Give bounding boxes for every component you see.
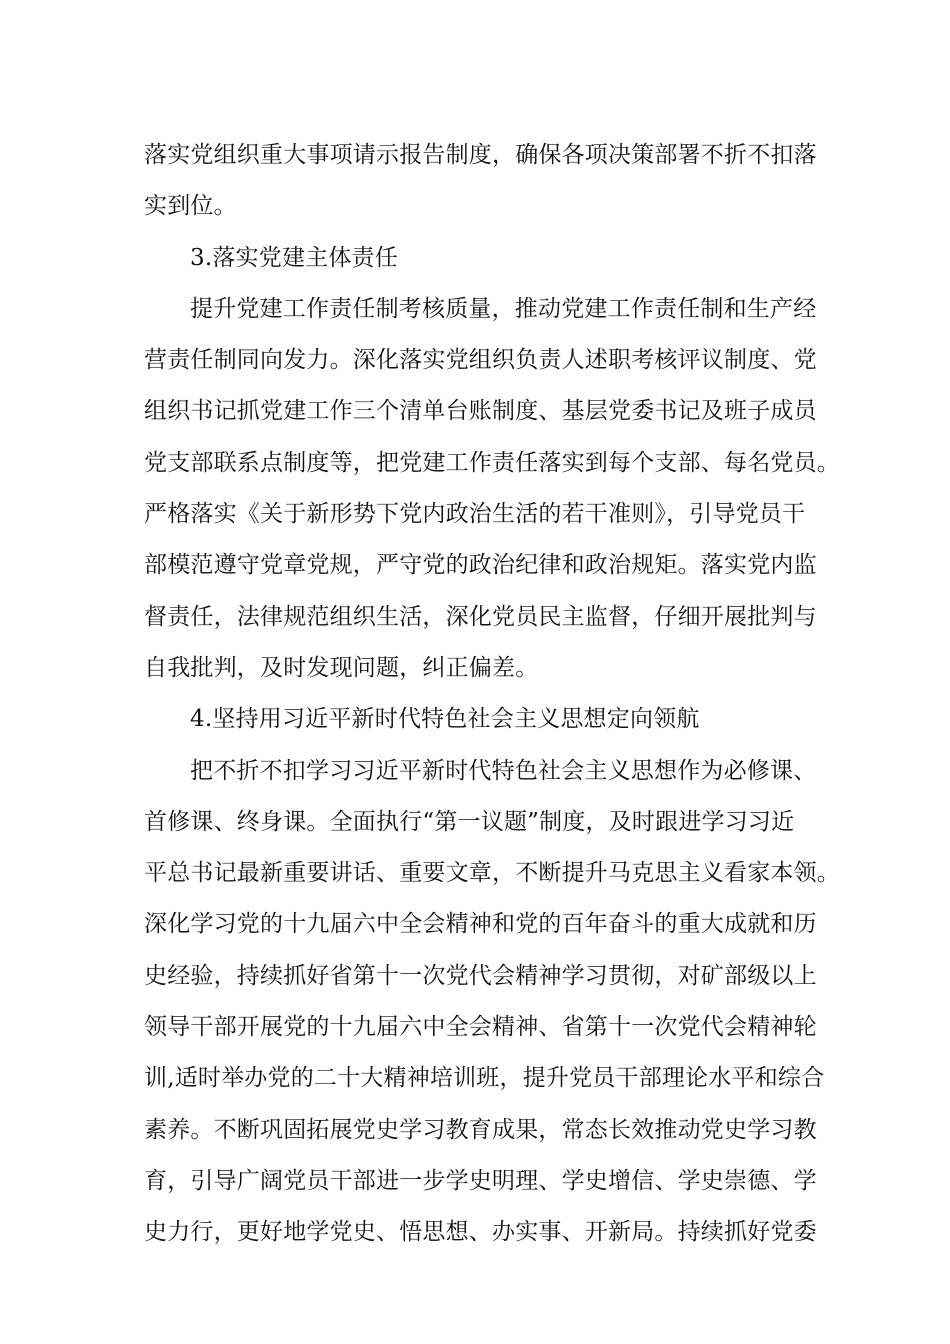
body-line: 深化学习党的十九届六中全会精神和党的百年奋斗的重大成就和历 bbox=[144, 911, 817, 938]
body-line: 育，引导广阔党员干部进一步学史明理、学史增信、学史崇德、学 bbox=[144, 1167, 817, 1194]
body-line: 把不折不扣学习习近平新时代特色社会主义思想作为必修课、 bbox=[190, 757, 817, 784]
body-line: 督责任，法律规范组织生活，深化党员民主监督，仔细开展批判与 bbox=[144, 603, 817, 630]
body-line: 史力行，更好地学党史、悟思想、办实事、开新局。持续抓好党委 bbox=[144, 1219, 817, 1246]
body-line: 首修课、终身课。全面执行“第一议题”制度，及时跟进学习习近 bbox=[144, 808, 795, 835]
body-line: 素养。不断巩固拓展党史学习教育成果，常态长效推动党史学习教 bbox=[144, 1116, 817, 1143]
body-line: 提升党建工作责任制考核质量，推动党建工作责任制和生产经 bbox=[190, 295, 817, 322]
body-line: 自我批判，及时发现问题，纠正偏差。 bbox=[144, 654, 539, 681]
body-line: 落实党组织重大事项请示报告制度，确保各项决策部署不折不扣落 bbox=[144, 142, 817, 168]
document-body bbox=[144, 130, 840, 1259]
body-line: 严格落实《关于新形势下党内政治生活的若干准则》，引导党员干 bbox=[144, 501, 806, 528]
body-line: 部模范遵守党章党规，严守党的政治纪律和政治规矩。落实党内监 bbox=[144, 552, 817, 579]
body-line: 平总书记最新重要讲话、重要文章，不断提升马克思主义看家本领。 bbox=[144, 860, 840, 887]
body-line: 实到位。 bbox=[144, 193, 237, 220]
body-line: 史经验，持续抓好省第十一次党代会精神学习贯彻，对矿部级以上 bbox=[144, 962, 817, 989]
body-line: 组织书记抓党建工作三个清单台账制度、基层党委书记及班子成员 bbox=[144, 398, 817, 425]
section-heading-4: 4.坚持用习近平新时代特色社会主义思想定向领航 bbox=[190, 706, 700, 733]
body-line: 营责任制同向发力。深化落实党组织负责人述职考核评议制度、党 bbox=[144, 347, 817, 374]
body-line: 领导干部开展党的十九届六中全会精神、省第十一次党代会精神轮 bbox=[144, 1014, 817, 1041]
body-line: 训,适时举办党的二十大精神培训班，提升党员干部理论水平和综合 bbox=[144, 1065, 825, 1092]
section-heading-3: 3.落实党建主体责任 bbox=[190, 244, 398, 271]
body-line: 党支部联系点制度等，把党建工作责任落实到每个支部、每名党员。 bbox=[144, 449, 840, 476]
